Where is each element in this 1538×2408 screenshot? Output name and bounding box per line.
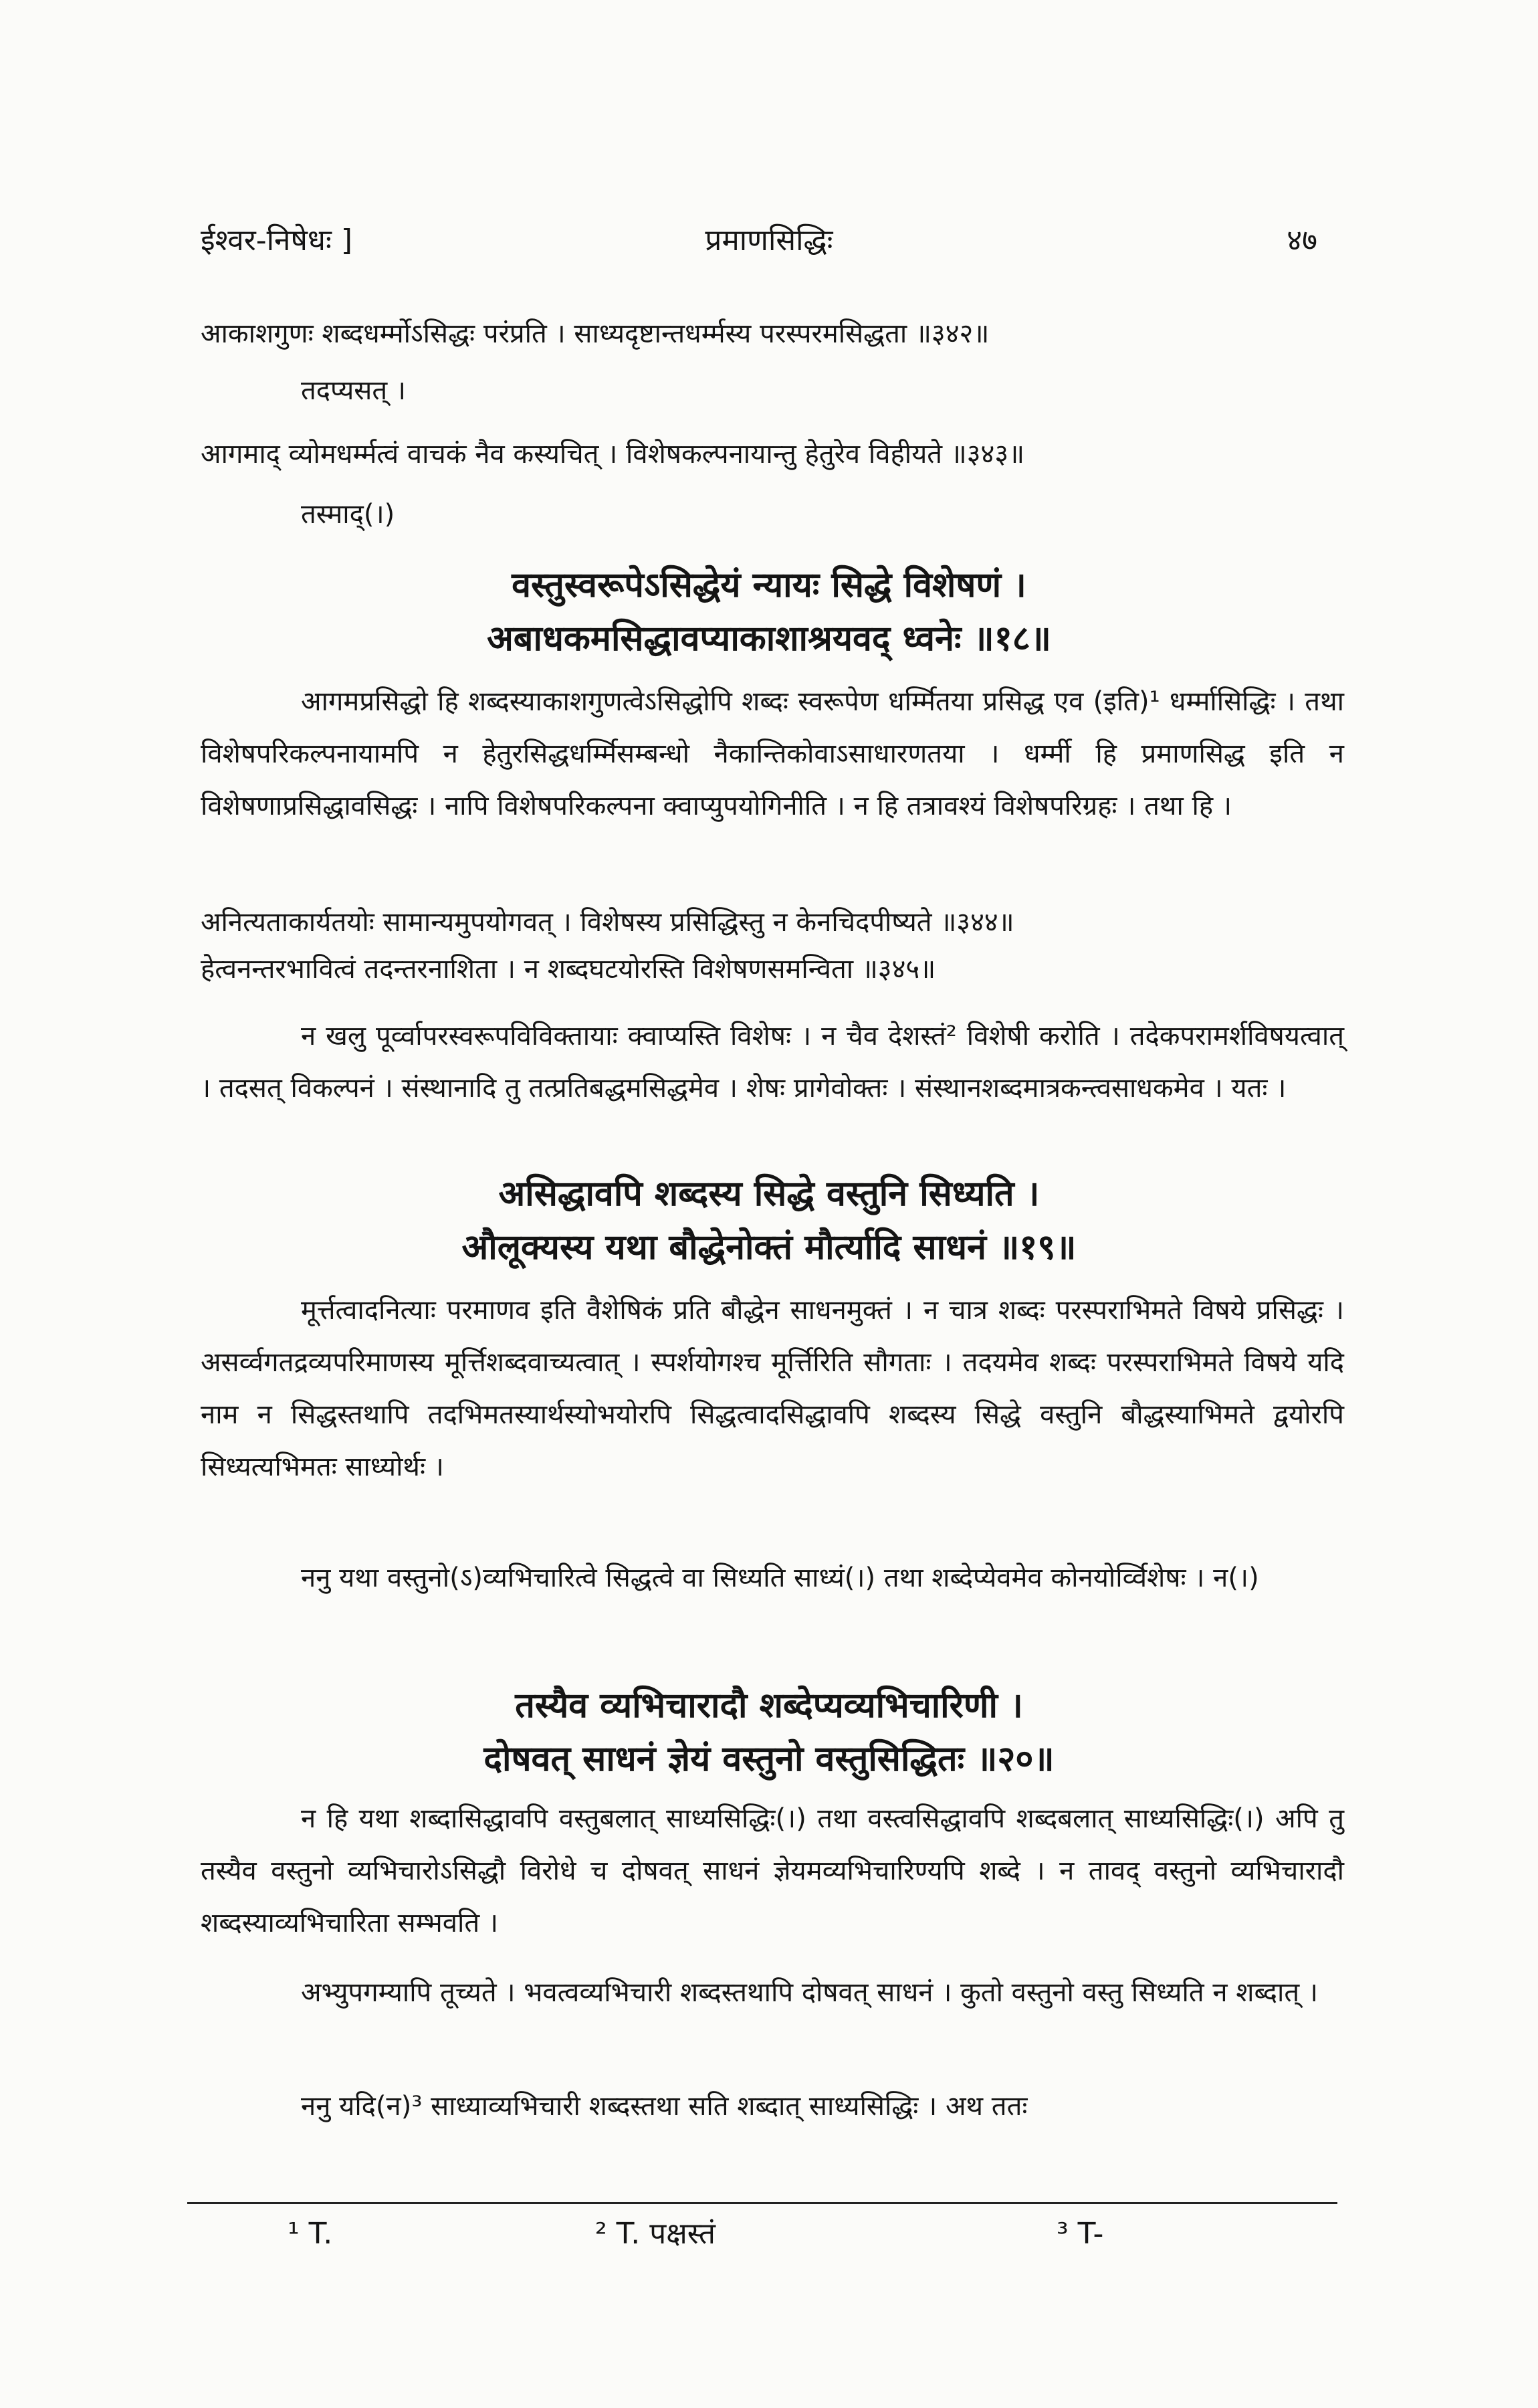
- verse-342: आकाशगुणः शब्दधर्म्मोऽसिद्धः परंप्रति । साध्यदृष्टान्तधर्म्मस्य परस्परमसिद्धता ॥३४२॥: [201, 318, 990, 349]
- karika-18-line-2: अबाधकमसिद्धावप्याकाशाश्रयवद् ध्वनेः ॥१८॥: [487, 619, 1051, 659]
- page-number: ४७: [1287, 223, 1317, 258]
- commentary-19: मूर्त्तत्वादनित्याः परमाणव इति वैशेषिकं प्रति बौद्धेन साधनमुक्तं । न चात्र शब्दः परस्पराभिमते विषये प्रसिद्धः । असर्व्वगतद्रव्यपरिमाणस्य मूर्त्तिशब्दवाच्यत्वात् । स्पर्शयोगश्च मूर्त्तिरिति सौगताः । तदयमेव शब्दः परस्पराभिमते विषये यदि नाम न सिद्धस्तथापि तदभिमतस्यार्थस्योभयोरपि सिद्धत्वादसिद्धावपि शब्दस्य सिद्धे वस्तुनि बौद्धस्याभिमते द्वयोरपि सिध्यत्यभिमतः साध्योर्थः ।: [201, 1295, 1344, 1482]
- commentary-20: न हि यथा शब्दासिद्धावपि वस्तुबलात् साध्यसिद्धिः(।) तथा वस्त्वसिद्धावपि शब्दबलात् साध्यसिद्धिः(।) अपि तु तस्यैव वस्तुनो व्यभिचारोऽसिद्धौ विरोधे च दोषवत् साधनं ज्ञेयमव्यभिचारिण्यपि शब्दे । न तावद् वस्तुनो व्यभिचारादौ शब्दस्याव्यभिचारिता सम्भवति ।: [201, 1803, 1344, 1938]
- verse-343: आगमाद् व्योमधर्म्मत्वं वाचकं नैव कस्यचित् । विशेषकल्पनायान्तु हेतुरेव विहीयते ॥३४३॥: [201, 439, 1025, 470]
- karika-20-line-2: दोषवत् साधनं ज्ञेयं वस्तुनो वस्तुसिद्धितः ॥२०॥: [483, 1739, 1055, 1779]
- karika-19-line-1: असिद्धावपि शब्दस्य सिद्धे वस्तुनि सिध्यति ।: [498, 1174, 1040, 1214]
- karika-18-line-1: वस्तुस्वरूपेऽसिद्धेयं न्यायः सिद्धे विशेषणं ।: [512, 565, 1026, 605]
- commentary-19b: ननु यथा वस्तुनो(ऽ)व्यभिचारित्वे सिद्धत्वे वा सिध्यति साध्यं(।) तथा शब्देप्येवमेव कोनयोर्व्विशेषः । न(।): [301, 1563, 1259, 1593]
- paragraph-tasmat: तस्माद्(।): [301, 499, 395, 530]
- verse-345: हेत्वनन्तरभावित्वं तदन्तरनाशिता । न शब्दघटयोरस्ति विशेषणसमन्विता ॥३४५॥: [201, 954, 936, 985]
- footnote-1: ¹ T.: [288, 2217, 333, 2251]
- karika-19-line-2: औलूक्यस्य यथा बौद्धेनोक्तं मौर्त्यादि साधनं ॥१९॥: [461, 1227, 1077, 1268]
- commentary-18: आगमप्रसिद्धो हि शब्दस्याकाशगुणत्वेऽसिद्धोपि शब्दः स्वरूपेण धर्म्मितया प्रसिद्ध एव (इति)¹ धर्म्मासिद्धिः । तथा विशेषपरिकल्पनायामपि न हेतुरसिद्धधर्म्मिसम्बन्धो नैकान्तिकोवाऽसाधारणतया । धर्म्मी हि प्रमाणसिद्ध इति न विशेषणाप्रसिद्धावसिद्धः । नापि विशेषपरिकल्पना क्वाप्युपयोगिनीति । न हि तत्रावश्यं विशेषपरिग्रहः । तथा हि ।: [201, 686, 1344, 821]
- running-head-section: ईश्वर-निषेधः ]: [201, 223, 352, 258]
- paragraph-tadapyasat: तदप्यसत् ।: [301, 375, 406, 406]
- commentary-20c: ननु यदि(न)³ साध्याव्यभिचारी शब्दस्तथा सति शब्दात् साध्यसिद्धिः । अथ ततः: [301, 2091, 1028, 2122]
- commentary-20b: अभ्युपगम्यापि तूच्यते । भवत्वव्यभिचारी शब्दस्तथापि दोषवत् साधनं । कुतो वस्तुनो वस्तु सिध्यति न शब्दात् ।: [301, 1977, 1319, 2008]
- footnote-rule: [187, 2202, 1337, 2204]
- running-head-title: प्रमाणसिद्धिः: [705, 223, 833, 258]
- karika-20-line-1: तस्यैव व्यभिचारादौ शब्देप्यव्यभिचारिणी ।: [515, 1686, 1023, 1726]
- verse-344: अनित्यताकार्यतयोः सामान्यमुपयोगवत् । विशेषस्य प्रसिद्धिस्तु न केनचिदपीष्यते ॥३४४॥: [201, 907, 1014, 938]
- commentary-345: न खलु पूर्व्वापरस्वरूपविविक्तायाः क्वाप्यस्ति विशेषः । न चैव देशस्तं² विशेषी करोति । तदेकपरामर्शविषयत्वात् । तदसत् विकल्पनं । संस्थानादि तु तत्प्रतिबद्धमसिद्धमेव । शेषः प्रागेवोक्तः । संस्थानशब्दमात्रकन्त्वसाधकमेव । यतः ।: [201, 1021, 1344, 1104]
- footnote-2: ² T. पक्षस्तं: [595, 2217, 716, 2251]
- footnote-3: ³ T-: [1057, 2217, 1104, 2251]
